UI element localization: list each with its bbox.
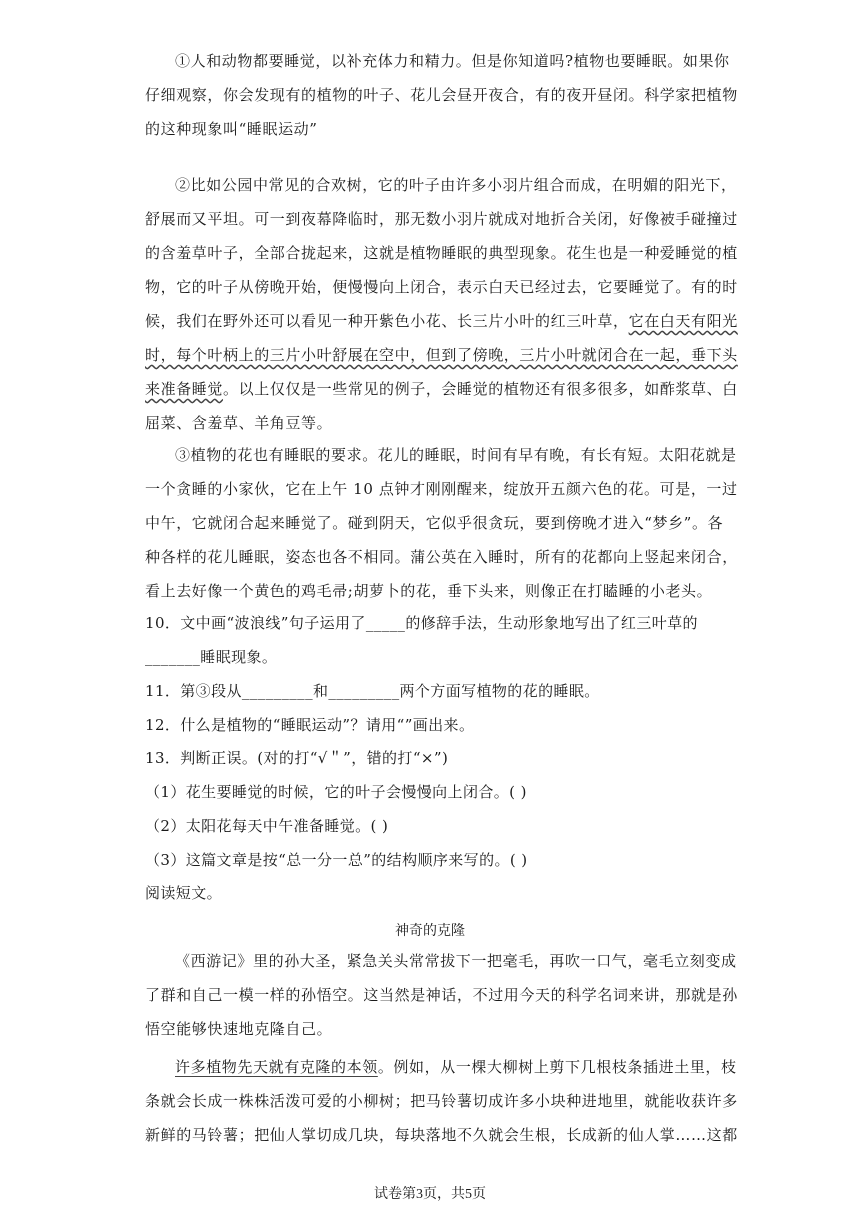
passage1-paragraph-3 [145, 438, 738, 608]
question-13: 13．判断正误。(对的打“√＂”，错的打“×”) [145, 749, 449, 767]
text-line: 看上去好像一个黄色的鸡毛帚;胡萝卜的花，垂下头来，则像正在打瞌睡的小老头。 [145, 582, 713, 600]
text-line: 一个贪睡的小家伙，它在上午 10 点钟才刚刚醒来，绽放开五颜六色的花。可是，一过 [145, 480, 738, 498]
text-line: 的含羞草叶子，全部合拢起来，这就是植物睡眠的典型现象。花生也是一种爱睡觉的植 [145, 244, 738, 262]
text-line: 中午，它就闭合起来睡觉了。碰到阴天，它似乎很贪玩，要到傍晚才进入“梦乡”。各 [145, 514, 724, 532]
text-line: 条就会长成一株株活泼可爱的小柳树；把马铃薯切成许多小块种进地里，就能收获许多 [145, 1092, 738, 1110]
question-13-item-1: （1）花生要睡觉的时候，它的叶子会慢慢向上闭合。( ) [145, 783, 527, 801]
question-10-line-2: _______睡眠现象。 [145, 648, 278, 666]
text-line: ①人和动物都要睡觉，以补充体力和精力。但是你知道吗?植物也要睡眠。如果你 [175, 52, 730, 70]
text-line: 物，它的叶子从傍晚开始，便慢慢向上闭合，表示白天已经过去，它要睡觉了。有的时 [145, 278, 738, 296]
text-line: 悟空能够快速地克隆自己。 [145, 1020, 333, 1038]
passage1-paragraph-1 [145, 44, 738, 146]
reading-instruction: 阅读短文。 [145, 884, 223, 902]
text-line: 种各样的花儿睡眠，姿态也各不相同。蒲公英在入睡时，所有的花都向上竖起来闭合， [145, 548, 738, 566]
text-line: 舒展而又平坦。可一到夜幕降临时，那无数小羽片就成对地折合关闭，好像被手碰撞过 [145, 210, 738, 228]
text-line: 屈菜、含羞草、羊角豆等。 [145, 414, 333, 432]
question-13-item-3: （3）这篇文章是按“总一分一总”的结构顺序来写的。( ) [145, 851, 528, 869]
text-line [145, 372, 738, 406]
text-line [145, 304, 738, 338]
wavy-underlined-sentence: 来准备睡觉 [145, 380, 224, 398]
passage1-paragraph-2 [145, 168, 738, 440]
wavy-underlined-sentence: 时，每个叶柄上的三片小叶舒展在空中，但到了傍晚，三片小叶就闭合在一起，垂下头 [145, 346, 738, 364]
text-line: ③植物的花也有睡眠的要求。花儿的睡眠，时间有早有晚，有长有短。太阳花就是 [175, 446, 737, 464]
wavy-underlined-sentence: 它在白天有阳光 [628, 312, 738, 330]
plain-text: 。以上仅仅是一些常见的例子，会睡觉的植物还有很多很多，如酢浆草、白 [223, 380, 738, 398]
text-line: ②比如公园中常见的合欢树，它的叶子由许多小羽片组合而成，在明媚的阳光下， [175, 176, 737, 194]
plain-text: 。例如，从一棵大柳树上剪下几根枝条插进土里，枝 [377, 1058, 737, 1076]
passage2-paragraph-1 [145, 944, 738, 1046]
question-12: 12．什么是植物的“睡眠运动”？请用“”画出来。 [145, 716, 475, 734]
text-line: 《西游记》里的孙大圣，紧急关头常常拔下一把毫毛，再吹一口气，毫毛立刻变成 [175, 952, 737, 970]
text-line: 了群和自己一模一样的孙悟空。这当然是神话，不过用今天的科学名词来讲，那就是孙 [145, 986, 738, 1004]
question-11: 11．第③段从_________和_________两个方面写植物的花的睡眠。 [145, 682, 600, 700]
text-line [145, 338, 738, 372]
question-13-item-2: （2）太阳花每天中午准备睡觉。( ) [145, 817, 389, 835]
page-footer: 试卷第3页，共5页 [374, 1187, 486, 1202]
underlined-sentence: 许多植物先天就有克隆的本领 [175, 1058, 378, 1076]
passage2-paragraph-2 [145, 1050, 738, 1152]
passage2-title: 神奇的克隆 [395, 923, 465, 939]
text-line: 仔细观察，你会发现有的植物的叶子、花儿会昼开夜合，有的夜开昼闭。科学家把植物 [145, 86, 738, 104]
text-line: 新鲜的马铃薯；把仙人掌切成几块，每块落地不久就会生根，长成新的仙人掌……这都 [145, 1126, 738, 1144]
text-line: 的这种现象叫“睡眠运动” [145, 120, 318, 138]
plain-text: 候，我们在野外还可以看见一种开紫色小花、长三片小叶的红三叶草， [145, 312, 629, 330]
question-10-line-1: 10．文中画“波浪线”句子运用了_____的修辞手法，生动形象地写出了红三叶草的 [145, 614, 698, 632]
text-line [145, 1050, 737, 1084]
